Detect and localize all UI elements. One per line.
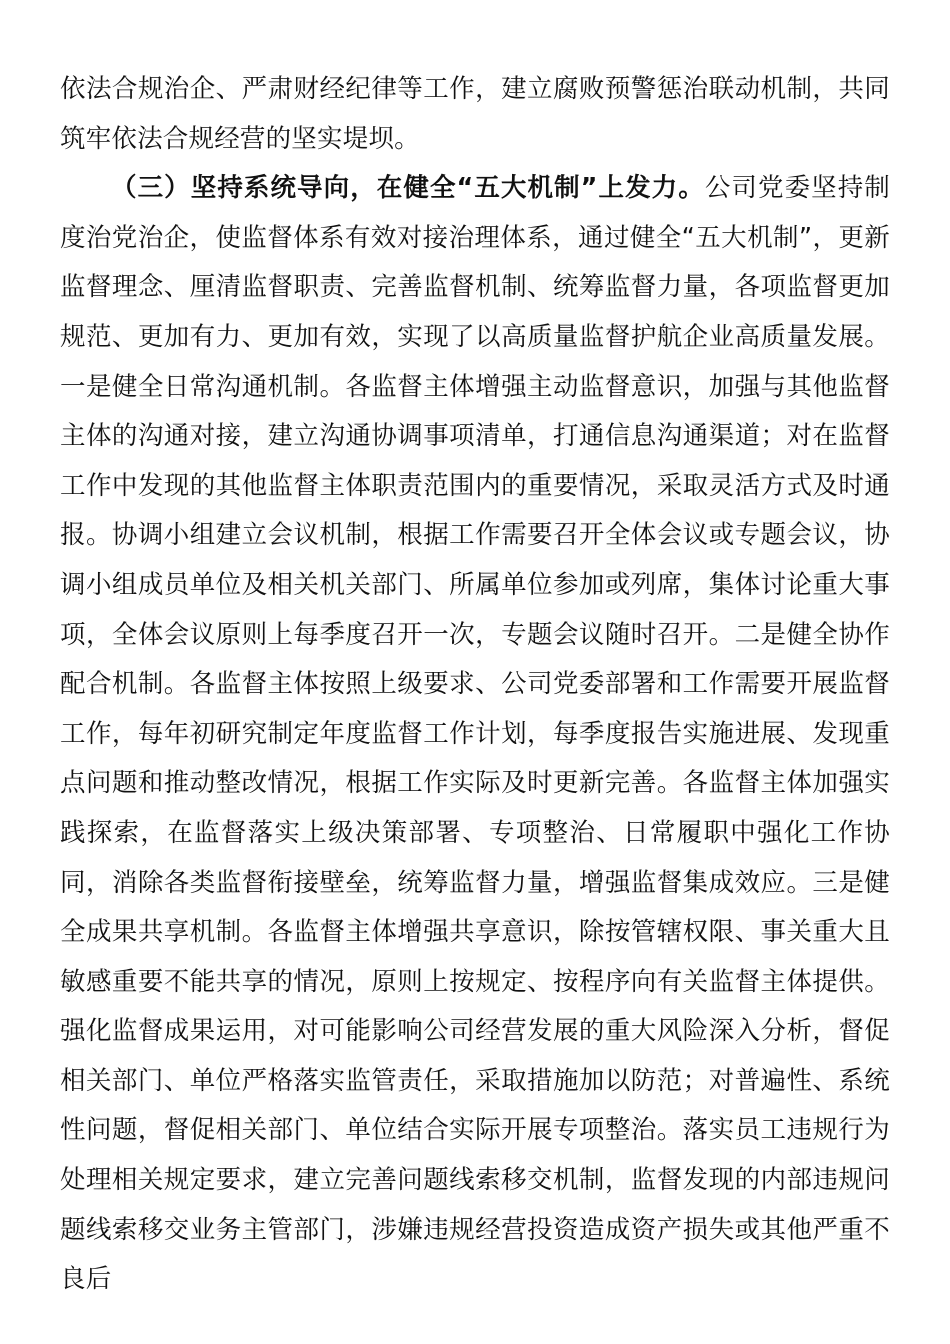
section-heading: （三）坚持系统导向，在健全“五大机制”上发力。: [111, 173, 705, 204]
document-body: [60, 65, 890, 1305]
paragraph-section-three: [60, 164, 890, 1305]
paragraph-text: 依法合规治企、严肃财经纪律等工作，建立腐败预警惩治联动机制，共同筑牢依法合规经营的坚实堤坝。: [60, 74, 890, 154]
paragraph-continuation: [60, 65, 890, 164]
paragraph-text: 公司党委坚持制度治党治企，使监督体系有效对接治理体系，通过健全“五大机制”，更新监督理念、厘清监督职责、完善监督机制、统筹监督力量，各项监督更加规范、更加有力、更加有效，实现了以高质量监督护航企业高质量发展。一是健全日常沟通机制。各监督主体增强主动监督意识，加强与其他监督主体的沟通对接，建立沟通协调事项清单，打通信息沟通渠道；对在监督工作中发现的其他监督主体职责范围内的重要情况，采取灵活方式及时通报。协调小组建立会议机制，根据工作需要召开全体会议或专题会议，协调小组成员单位及相关机关部门、所属单位参加或列席，集体讨论重大事项，全体会议原则上每季度召开一次，专题会议随时召开。二是健全协作配合机制。各监督主体按照上级要求、公司党委部署和工作需要开展监督工作，每年初研究制定年度监督工作计划，每季度报告实施进展、发现重点问题和推动整改情况，根据工作实际及时更新完善。各监督主体加强实践探索，在监督落实上级决策部署、专项整治、日常履职中强化工作协同，消除各类监督衔接壁垒，统筹监督力量，增强监督集成效应。三是健全成果共享机制。各监督主体增强共享意识，除按管辖权限、事关重大且敏感重要不能共享的情况，原则上按规定、按程序向有关监督主体提供。强化监督成果运用，对可能影响公司经营发展的重大风险深入分析，督促相关部门、单位严格落实监管责任，采取措施加以防范；对普遍性、系统性问题，督促相关部门、单位结合实际开展专项整治。落实员工违规行为处理相关规定要求，建立完善问题线索移交机制，监督发现的内部违规问题线索移交业务主管部门，涉嫌违规经营投资造成资产损失或其他严重不良后: [60, 173, 890, 1295]
